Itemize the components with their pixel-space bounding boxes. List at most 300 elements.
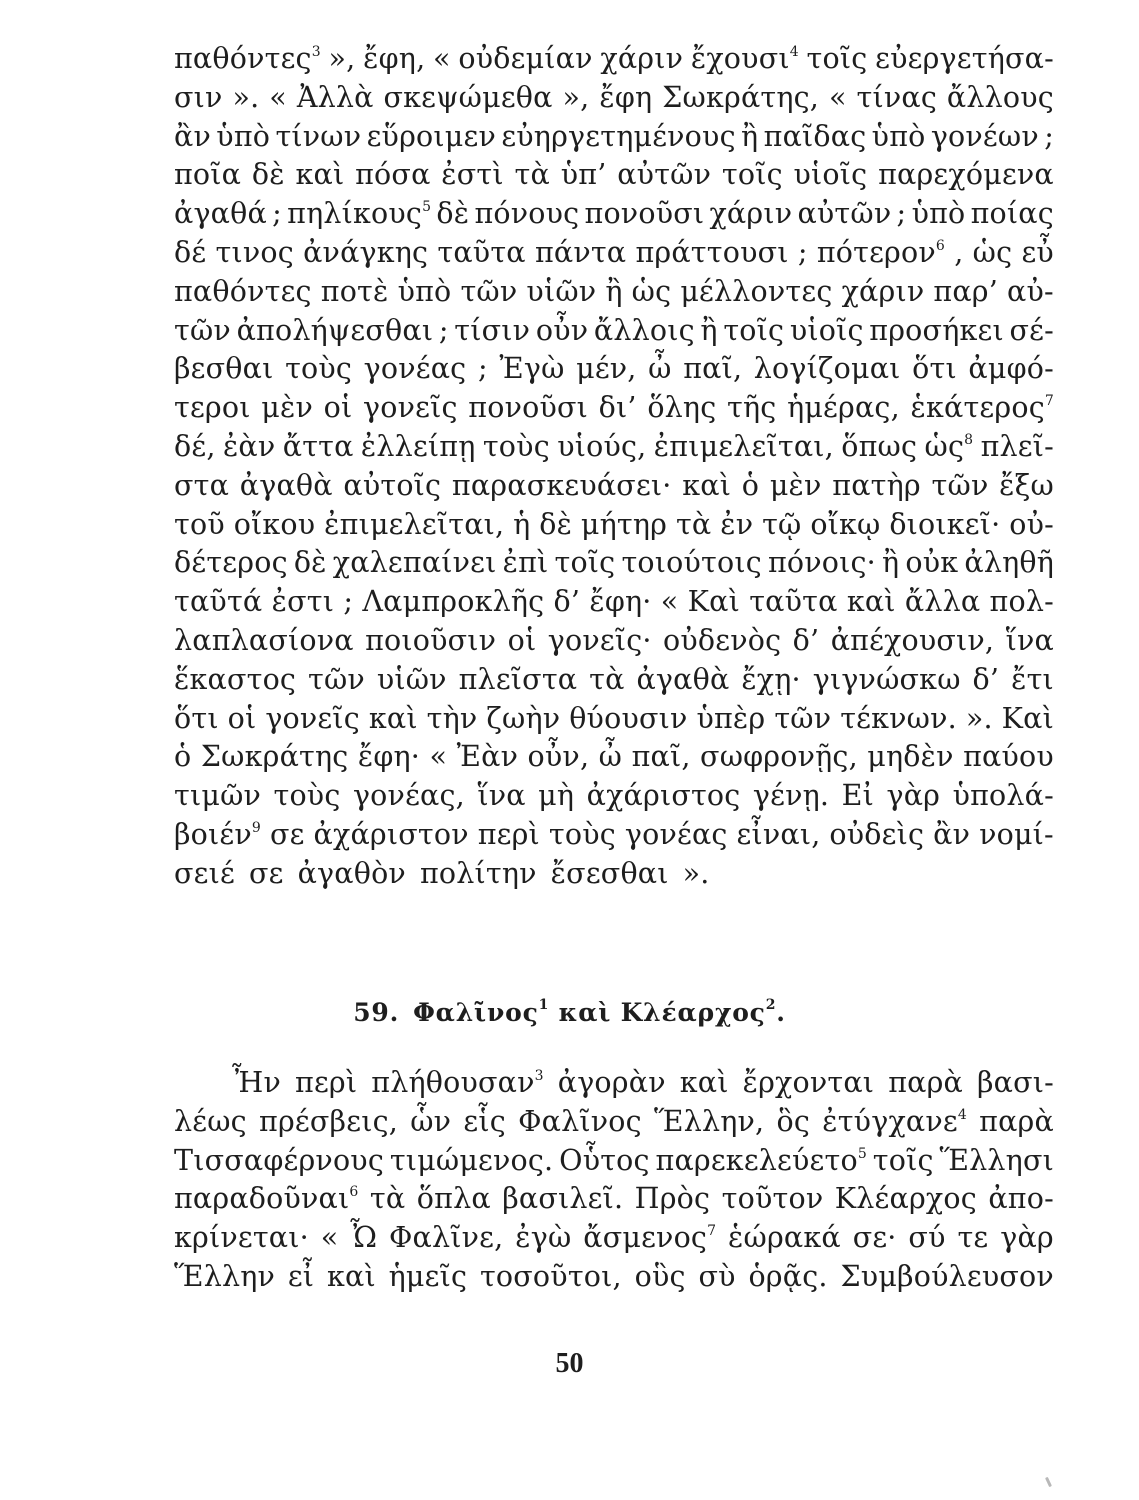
word: τοῖς (872, 1143, 934, 1177)
word: μέλλοντες (680, 274, 833, 308)
footnote-marker: 4 (789, 44, 799, 60)
word: δ’ (792, 623, 820, 657)
word: ποῖα (174, 158, 242, 192)
word: κρίνεται· (174, 1221, 309, 1255)
word: παρὰ (979, 1104, 1054, 1138)
word: ὅτι (912, 352, 957, 386)
word: ἂν (933, 817, 971, 851)
word: « (429, 740, 448, 774)
word: τῶν (460, 274, 518, 308)
word: Τισσαφέρνους (174, 1143, 384, 1177)
word: γονέας (363, 352, 467, 386)
word: ἕκαστος (174, 662, 297, 696)
word: μηδὲν (867, 740, 954, 774)
word: ; (438, 313, 449, 347)
word: αὐ- (1007, 274, 1054, 308)
word: χάριν (841, 274, 925, 308)
word: ἔφη· (589, 585, 652, 619)
word: δ’ (553, 585, 581, 619)
word: τῶν (931, 468, 989, 502)
word: ἡμέρας, (787, 391, 900, 425)
word: ὑπὸ (216, 119, 271, 153)
word: βασι- (977, 1066, 1054, 1099)
word: τίσιν (454, 313, 531, 347)
word: ταῦτα (749, 585, 838, 619)
word: πλεῖστα (458, 662, 578, 696)
word: », (562, 80, 590, 114)
word: σέ- (1009, 313, 1054, 347)
word: εἷς (463, 1104, 506, 1138)
page-number: 50 (555, 1348, 584, 1379)
word: ἢ (741, 119, 759, 153)
word: δὲ (539, 507, 573, 541)
word: τοῖς (721, 158, 783, 192)
word: τῶν (774, 701, 832, 735)
text-line (174, 1219, 1054, 1258)
word: σε· (852, 1221, 897, 1255)
word: τὰ (514, 158, 550, 192)
word: τῶν (174, 313, 231, 347)
text-line (174, 583, 1054, 622)
text-line (174, 118, 1054, 157)
word: Συμβούλευσον (840, 1259, 1054, 1293)
text-line (174, 777, 1054, 816)
word: ἄττα (282, 429, 354, 463)
text-line (174, 273, 1054, 312)
word: ». (232, 80, 260, 114)
section-number: 59. (353, 998, 400, 1027)
heading-footnote-1: 1 (538, 997, 550, 1013)
word: γὰρ (886, 779, 941, 813)
word: τιμῶν (174, 779, 262, 813)
word: τέκνων. (840, 701, 957, 735)
word: γονεῖς (363, 391, 458, 425)
word: εὕροιμεν (366, 119, 496, 153)
word: ἀνάγκης (303, 235, 429, 269)
word: μὲν (769, 468, 822, 502)
word: μέν, (576, 352, 637, 386)
word: ; (1044, 119, 1054, 153)
word: Φαλῖνε, (388, 1221, 504, 1255)
word: ἀπολήψεσθαι (236, 313, 434, 347)
word: ; (343, 585, 354, 619)
text-line (174, 389, 1054, 428)
word: ἢ (882, 546, 900, 580)
word: », (328, 42, 356, 75)
word: ἀγαθὸν (297, 856, 406, 890)
word: καὶ (682, 468, 732, 502)
word: προσήκει (869, 313, 1004, 347)
word: τὰ (675, 507, 712, 541)
word: Φαλῖνος (518, 1104, 642, 1138)
word: περὶ (477, 817, 540, 851)
word: τὴν (426, 701, 478, 735)
word: σκεψώμεθα (383, 80, 553, 114)
word: ἢ (605, 274, 623, 308)
word: παῖ, (683, 352, 743, 386)
word: τῆς (727, 391, 777, 425)
word: χάριν (709, 197, 793, 231)
word: ἔξω (999, 468, 1054, 502)
word: βοιέν$^9$ (174, 817, 262, 851)
text-line (174, 1142, 1054, 1181)
word: ἂν (174, 119, 211, 153)
word: πράττουσι (635, 235, 789, 269)
word: σε (248, 856, 284, 890)
word: εὖ (1021, 235, 1054, 269)
word: εὐεργετήσα- (875, 42, 1054, 75)
word: παρεκελεύετο$^5$ (655, 1143, 867, 1177)
word: τοὺς (285, 352, 353, 386)
section-title-part2: καὶ Κλέαρχος (558, 998, 766, 1027)
word: δέτερος (174, 546, 288, 580)
word: Λαμπροκλῆς (362, 585, 545, 619)
word: Καὶ (687, 585, 740, 619)
word: ἡμεῖς (388, 1259, 468, 1293)
word: θύουσιν (569, 701, 688, 735)
word: πονοῦσι (468, 391, 589, 425)
text-line (174, 79, 1054, 118)
word: παρ’ (933, 274, 998, 308)
word: σωφρονῇς, (700, 740, 858, 774)
word: σύ (908, 1221, 946, 1255)
word: αὐτοῖς (343, 468, 442, 502)
word: Ἐὰν (456, 740, 519, 774)
footnote-marker: 3 (534, 1068, 544, 1084)
word: ὑπ’ (560, 158, 607, 192)
text-line (174, 156, 1054, 195)
word: τοῦ (174, 507, 225, 541)
word: « (828, 80, 847, 114)
word: οὖν (535, 313, 589, 347)
word: τοῖς (554, 546, 616, 580)
section-heading (0, 998, 1139, 1027)
word: τῶν (308, 662, 365, 696)
word: τοῦτον (721, 1182, 824, 1216)
word: τοῖς (806, 42, 868, 75)
word: ἔχῃ· (741, 662, 801, 696)
text-line (174, 1064, 1054, 1103)
scan-speck (1045, 1477, 1052, 1487)
word: χαλεπαίνει (332, 546, 497, 580)
word: ἐγὼ (515, 1221, 572, 1255)
word: ὁρᾷς. (748, 1259, 828, 1293)
word: τε (957, 1221, 989, 1255)
word: ταῦτα (437, 235, 526, 269)
word: βεσθαι (174, 352, 274, 386)
word: πότερον$^6$ (816, 235, 945, 269)
text-line (174, 738, 1054, 777)
word: πόσα (355, 158, 431, 192)
text-line (174, 40, 1054, 79)
word: εὐηργετημένους (501, 119, 736, 153)
word: σε (269, 817, 305, 851)
word: οὐ- (1009, 507, 1054, 541)
word: ἢ (700, 313, 718, 347)
word: καὶ (295, 158, 345, 192)
word: εἶναι, (736, 817, 821, 851)
word: τοὺς (482, 429, 550, 463)
word: τοῖς (723, 313, 785, 347)
word: ἄλλα (904, 585, 981, 619)
word: ἀγαθὰ (239, 468, 333, 502)
text-line (174, 506, 1054, 545)
word: οὐδενὸς (663, 623, 782, 657)
word: λέως (174, 1104, 247, 1138)
word: ὃς (776, 1104, 811, 1138)
footnote-marker: 7 (707, 1223, 717, 1240)
word: γονέας, (352, 779, 465, 813)
word: γονεῖς· (547, 623, 652, 657)
word: Εἰ (841, 779, 875, 813)
word: ὁ (741, 468, 760, 502)
word: ζωὴν (486, 701, 561, 735)
word: οἱ (227, 701, 257, 735)
word: ἐστι (271, 585, 335, 619)
word: γονέας (624, 817, 728, 851)
word: νομί- (979, 817, 1054, 851)
word: ἐστὶ (441, 158, 504, 192)
word: ; (896, 197, 907, 231)
word: παρὰ (888, 1066, 963, 1099)
word: ὡς$^8$ (924, 429, 974, 463)
word: ταῦτά (174, 585, 263, 619)
footnote-marker: 6 (935, 237, 945, 254)
word: οἴκου (233, 507, 316, 541)
word: πάντα (534, 235, 627, 269)
word: διοικεῖ· (889, 507, 1001, 541)
text-line (174, 350, 1054, 389)
word: ὅτι (174, 701, 219, 735)
word: οὐδεμίαν (458, 42, 593, 75)
text-line (174, 855, 1054, 894)
word: ἄσμενος$^7$ (583, 1221, 717, 1255)
word: δὲ (293, 546, 327, 580)
word: λαπλασίονα (174, 623, 354, 657)
word: τιμώμενος. (389, 1143, 554, 1177)
word: οὓς (634, 1259, 686, 1293)
word: παρασκευάσει· (451, 468, 672, 502)
word: ; (797, 235, 808, 269)
footnote-marker: 5 (422, 199, 432, 216)
word: γὰρ (1000, 1221, 1054, 1255)
footnote-marker: 3 (311, 44, 321, 60)
word: ὦ (648, 352, 672, 386)
text-line (174, 816, 1054, 855)
word: γένῃ. (752, 779, 830, 813)
word: Ἕλλην (174, 1259, 276, 1293)
text-line (174, 700, 1054, 739)
word: γονεῖς (265, 701, 360, 735)
word: τίνας (856, 80, 937, 114)
word: ἑώρακά (728, 1221, 841, 1255)
word: ὑπὸ (871, 119, 926, 153)
word: ἵνα (1005, 623, 1054, 657)
word: ἐτύγχανε$^4$ (822, 1104, 967, 1138)
word: Κλέαρχος (834, 1182, 977, 1216)
word: ὦ (598, 740, 623, 774)
word: περὶ (295, 1066, 358, 1099)
word: πόνους (474, 197, 580, 231)
word: ἀπο- (988, 1182, 1054, 1216)
word: Ἦν (232, 1066, 282, 1099)
word: πόνοις· (767, 546, 876, 580)
word: ποτὲ (320, 274, 389, 308)
word: παθόντες$^3$ (174, 42, 321, 75)
word: πολ- (989, 585, 1054, 619)
word: Οὗτος (559, 1143, 650, 1177)
word: παρεχόμενα (878, 158, 1054, 192)
word: ἄλλους (946, 80, 1054, 114)
word: ἡ (513, 507, 531, 541)
section-title-part1: Φαλῖνος (413, 998, 539, 1027)
text-line (174, 544, 1054, 583)
word: τινος (215, 235, 294, 269)
word: πολίτην (419, 856, 537, 890)
word: τεροι (174, 391, 251, 425)
word: Πρὸς (634, 1182, 711, 1216)
text-line (174, 467, 1054, 506)
word: ὑπὸ (397, 274, 452, 308)
word: ὑπολά- (952, 779, 1054, 813)
word: « (320, 1221, 339, 1255)
paragraph-phalinus-clearchus (174, 1064, 1054, 1297)
word: καὶ (846, 585, 896, 619)
word: δέ (174, 235, 207, 269)
word: ἀχάριστος (586, 779, 741, 813)
word: καὶ (368, 701, 418, 735)
word: δι’ (598, 391, 637, 425)
word: σὺ (698, 1259, 736, 1293)
word: ἀπέχουσιν, (830, 623, 995, 657)
word: καὶ (679, 1066, 729, 1099)
word: ἵνα (477, 779, 526, 813)
word: μὴ (538, 779, 575, 813)
word: τὰ (369, 1182, 406, 1216)
word: ὑπὲρ (696, 701, 766, 735)
word: παραδοῦναι$^6$ (174, 1182, 359, 1216)
word: Ἀλλὰ (296, 80, 374, 114)
section-title-tail: . (776, 998, 786, 1027)
word: ἀγορὰν (557, 1066, 666, 1099)
word: ἀμφό- (968, 352, 1054, 386)
word: υἱοῖς (793, 158, 868, 192)
text-line (174, 234, 1054, 273)
word: ἑκάτερος$^7$ (910, 391, 1054, 425)
word: εἶ (287, 1259, 315, 1293)
word: ὡς (972, 235, 1013, 269)
word: ἔφη· (357, 740, 421, 774)
word: καὶ (326, 1259, 376, 1293)
word: δέ, (174, 429, 216, 463)
word: , (954, 235, 964, 269)
word: « (269, 80, 287, 114)
word: τῷ (762, 507, 802, 541)
word: τοσοῦτοι, (479, 1259, 622, 1293)
word: ἔφη (599, 80, 653, 114)
word: ὡς (631, 274, 672, 308)
word: ἔρχονται (742, 1066, 875, 1099)
word: τοιούτοις (621, 546, 762, 580)
text-line (174, 1180, 1054, 1219)
word: Σωκράτης, (662, 80, 820, 114)
word: ἀγαθά (174, 197, 267, 231)
word: ἔτι (1011, 662, 1054, 696)
word: οἱ (323, 391, 353, 425)
word: οἴκῳ (810, 507, 881, 541)
word: Καὶ (1001, 701, 1054, 735)
word: ὅπλα (416, 1182, 491, 1216)
text-line (174, 428, 1054, 467)
word: αὐτῶν (797, 197, 892, 231)
word: Ὦ (350, 1221, 378, 1255)
footnote-marker: 4 (957, 1106, 967, 1123)
word: ἐπιμελεῖται, (653, 429, 834, 463)
text-line (174, 1258, 1054, 1297)
word: « (433, 42, 451, 75)
word: τοὺς (273, 779, 341, 813)
text-line (174, 312, 1054, 351)
word: γονέων (930, 119, 1039, 153)
word: ποιοῦσιν (365, 623, 497, 657)
word: ἔφη, (363, 42, 426, 75)
word: πηλίκους$^5$ (287, 197, 432, 231)
word: ὅλης (647, 391, 717, 425)
footnote-marker: 8 (964, 431, 974, 448)
word: ». (965, 701, 993, 735)
word: μὲν (261, 391, 314, 425)
word: οὖν, (527, 740, 590, 774)
word: οὐδεὶς (829, 817, 925, 851)
footnote-marker: 5 (857, 1145, 867, 1162)
word: ὁ (174, 740, 192, 774)
word: γιγνώσκω (812, 662, 961, 696)
word: παῖ, (631, 740, 691, 774)
word: ἀχάριστον (313, 817, 469, 851)
word: ἐλλείπῃ (360, 429, 476, 463)
word: αὐτῶν (617, 158, 712, 192)
word: ποίας (970, 197, 1054, 231)
text-line (174, 661, 1054, 700)
word: λογίζομαι (753, 352, 901, 386)
word: τίνων (275, 119, 362, 153)
word: οὐκ (905, 546, 959, 580)
paragraph-socrates-dialogue (174, 40, 1054, 894)
word: υἱῶν (526, 274, 597, 308)
word: ἄλλοις (593, 313, 695, 347)
word: δὲ (436, 197, 470, 231)
word: ἐπιμελεῖται, (324, 507, 505, 541)
word: πλήθουσαν$^3$ (371, 1066, 544, 1099)
text-line (174, 195, 1054, 234)
word: ἀληθῆ (964, 546, 1054, 580)
word: Ἐγὼ (499, 352, 565, 386)
word: τοὺς (548, 817, 616, 851)
word: ὑπὸ (911, 197, 966, 231)
word: τὰ (589, 662, 625, 696)
word: πρέσβεις, (259, 1104, 398, 1138)
word: οἱ (507, 623, 537, 657)
word: σιν (174, 80, 223, 114)
word: Ἕλλην, (654, 1104, 765, 1138)
word: στα (174, 468, 230, 502)
word: δὲ (251, 158, 285, 192)
word: Ἕλλησι (939, 1143, 1054, 1177)
word: ἐν (720, 507, 754, 541)
word: ; (272, 197, 282, 231)
word: δ’ (972, 662, 1000, 696)
word: Σωκράτης (200, 740, 349, 774)
